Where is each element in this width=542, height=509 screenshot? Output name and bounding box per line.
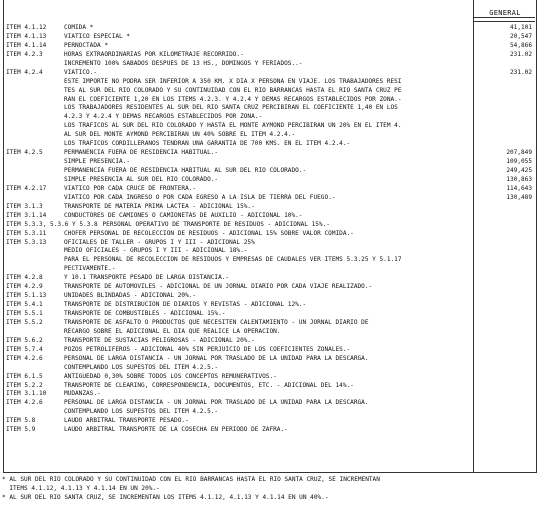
table-row [6, 364, 536, 373]
item-description: CONTEMPLANDO LOS SUPESTOS DEL ITEM 4.2.5.- [64, 363, 219, 371]
item-code: ITEM 6.1.5 [6, 372, 43, 380]
item-description: CHOFER PERSONAL DE RECOLECCION DE RESIDUOS - ADICIONAL 15% SOBRE VALOR COMIDA.- [64, 229, 354, 237]
item-code: ITEM 4.2.6 [6, 354, 43, 362]
item-code: ITEM 5.4.1 [6, 301, 43, 309]
table-row [6, 113, 536, 122]
item-code: ITEM 4.1.12 [6, 24, 47, 31]
item-code: ITEM 5.3.13 [6, 238, 47, 246]
item-description: TRANSPORTE DE ASFALTO O PRODUCTOS QUE NECESITEN CALENTAMIENTO - UN JORNAL DIARIO DE [64, 318, 369, 326]
item-description: PERSONAL DE LARGA DISTANCIA - UN JORNAL POR TRASLADO DE LA UNIDAD PARA LA DESCARGA. [64, 399, 369, 407]
item-description: TRANSPORTE DE SUSTACIAS PELIGROSAS - ADICIONAL 20%.- [64, 336, 255, 344]
table-row [6, 104, 536, 113]
table-row [6, 24, 536, 33]
table-row [6, 292, 536, 301]
footnote-line: * AL SUR DEL RIO COLORADO Y SU CONTINUIDAD CON EL RIO BARRANCAS HASTA EL RIO SANTA CRUZ, SE INCREMENTAN [2, 476, 380, 483]
item-code: ITEM 5.2.2 [6, 381, 43, 389]
table-row [6, 176, 536, 185]
item-description: PERMANENCIA FUERA DE RESIDENCIA HABITUAL.- [64, 149, 219, 157]
item-description: LOS TRAFICOS CORDILLERANOS TENDRAN UNA GARANTIA DE 700 KMS. EN EL ITEM 4.2.4.- [64, 140, 351, 148]
item-code: ITEM 5.9 [6, 426, 36, 434]
item-description: COMIDA * [64, 24, 94, 31]
table-row [6, 301, 536, 310]
table-row [6, 346, 536, 355]
item-description: LAUDO ARBITRAL TRANSPORTE PESADO.- [64, 417, 189, 425]
item-description: TRANSPORTE DE MATERIA PRIMA LACTEA - ADICIONAL 15%.- [64, 202, 255, 210]
item-value: 130,489 [506, 193, 532, 201]
table-row [6, 158, 536, 167]
item-code: ITEM 4.2.3 [6, 50, 43, 58]
item-code: ITEM 5.3.11 [6, 229, 47, 237]
item-description: SIMPLE PRESENCIA.- [64, 158, 131, 166]
header-rule [473, 17, 535, 18]
table-row [6, 122, 536, 131]
table-row [6, 203, 536, 212]
item-code: ITEM 4.2.17 [6, 184, 47, 192]
table-row [6, 283, 536, 292]
item-description: AL SUR DEL MONTE AYMOND PERCIBIRAN UN 40% SOBRE EL ITEM 4.2.4.- [64, 131, 296, 139]
table-row [6, 239, 536, 248]
item-value: 20,547 [509, 32, 532, 40]
item-code: ITEM 5.7.4 [6, 345, 43, 353]
item-value: 249,425 [506, 167, 532, 174]
item-code: ITEM 4.2.6 [6, 399, 43, 407]
table-row [6, 78, 536, 87]
table-row [6, 382, 536, 391]
table-row [6, 256, 536, 265]
item-description: LOS TRAFICOS AL SUR DEL RIO COLORADO Y HASTA EL MONTE AYMOND PERCIBIRAN UN 20% EN EL ITEM 4. [64, 122, 402, 130]
item-description: ESTE IMPORTE NO PODRA SER INFERIOR A 350 KM. X DIA X PERSONA EN VIAJE. LOS TRABAJADORES RESI [64, 77, 402, 85]
item-code: ITEM 4.1.13 [6, 32, 47, 40]
table-row [6, 355, 536, 364]
table-row [6, 373, 536, 382]
column-header-general: GENERAL [489, 9, 521, 17]
table-row [6, 319, 536, 328]
item-description: PERSONAL DE LARGA DISTANCIA - UN JORNAL POR TRASLADO DE LA UNIDAD PARA LA DESCARGA. [64, 354, 369, 362]
item-code: ITEM 4.2.4 [6, 68, 43, 76]
table-row [6, 221, 536, 230]
item-description: MUDANZAS.- [64, 390, 101, 398]
table-row [6, 149, 536, 158]
item-description: TRANSPORTE DE COMBUSTIBLES - ADICIONAL 15%.- [64, 310, 226, 317]
item-description: VIATICO POR CADA INGRESO O POR CADA EGRESO A LA ISLA DE TIERRA DEL FUEGO.- [64, 193, 336, 201]
item-value: 41,101 [509, 24, 532, 31]
item-description: LAUDO ARBITRAL TRANSPORTE DE LA COSECHA EN PERIODO DE ZAFRA.- [64, 426, 288, 434]
table-row [6, 230, 536, 239]
item-description: TRANSPORTE DE CLEARING, CORRESPONDENCIA, DOCUMENTOS, ETC. - ADICIONAL DEL 14%.- [64, 381, 354, 389]
table-row [6, 167, 536, 176]
table-row [6, 42, 536, 51]
item-description: TRANSPORTE DE DISTRIBUCION DE DIARIOS Y REVISTAS - ADICIONAL 12%.- [64, 301, 307, 309]
item-description: PERMANENCIA FUERA DE RESIDENCIA HABITUAL AL SUR DEL RIO COLORADO.- [64, 167, 307, 174]
table-row [6, 131, 536, 140]
item-code: ITEM 5.1.13 [6, 292, 47, 300]
table-row [6, 60, 536, 69]
item-description: PECTIVAMENTE.- [64, 265, 116, 273]
item-description: POZOS PETROLIFEROS - ADICIONAL 40% SIN PERJUICIO DE LOS COEFICIENTES ZONALES.- [64, 345, 351, 353]
table-row [6, 247, 536, 256]
item-value: 231.02 [509, 50, 532, 58]
item-code: ITEM 4.2.9 [6, 283, 43, 291]
item-code: ITEM 5.8 [6, 417, 36, 425]
item-description: Y 10.1 TRANSPORTE PESADO DE LARGA DISTANCIA.- [64, 274, 230, 282]
table-row [6, 87, 536, 96]
item-description: SIMPLE PRESENCIA AL SUR DEL RIO COLORADO.- [64, 175, 219, 183]
table-row [6, 417, 536, 426]
item-value: 109,055 [506, 158, 532, 166]
item-description: UNIDADES BLINDADAS - ADICIONAL 20%.- [64, 292, 197, 300]
item-value: 114,643 [506, 184, 532, 192]
header-rule-double [473, 21, 535, 22]
item-description: VIATICO.- [64, 68, 98, 76]
item-code: ITEM 3.1.10 [6, 390, 47, 398]
footnote-line: * AL SUR DEL RIO SANTA CRUZ, SE INCREMENTAN LOS ITEMS 4.1.12, 4.1.13 Y 4.1.14 EN UN 40%.- [2, 494, 329, 501]
item-code: ITEM 3.1.3 [6, 202, 43, 210]
item-description: LOS TRABAJADORES RESIDENTES AL SUR DEL RIO SANTA CRUZ PERCIBIRAN EL COEFICIENTE 1,40 EN LOS [64, 104, 398, 112]
item-description: TRANSPORTE DE AUTOMOVILES - ADICIONAL DE UN JORNAL DIARIO POR CADA VIAJE REALIZADO.- [64, 283, 373, 291]
table-row [6, 337, 536, 346]
item-description: PERSONAL OPERATIVO DE TRANSPORTE DE RESIDUOS - ADICIONAL 15%.- [102, 220, 330, 228]
item-description: OFICIALES DE TALLER - GRUPOS I Y III - ADICIONAL 25% [64, 238, 255, 246]
footnotes [2, 475, 538, 502]
item-value: 207,849 [506, 149, 532, 157]
item-description: VIATICO POR CADA CRUCE DE FRONTERA.- [64, 184, 197, 192]
item-description: PARA EL PERSONAL DE RECOLECCION DE RESIDUOS Y EMPRESAS DE CAUDALES VER ITEMS 5.3.25 Y 5.1.17 [64, 256, 402, 264]
item-description: 4.2.3 Y 4.2.4 Y DEMAS RECARGOS ESTABLECIDOS POR ZONA.- [64, 113, 263, 121]
item-description: HORAS EXTRAORDINARIAS POR KILOMETRAJE RECORRIDO.- [64, 50, 244, 58]
item-code: ITEM 4.2.8 [6, 274, 43, 282]
item-value: 54,866 [509, 41, 532, 49]
table-row [6, 69, 536, 78]
table-row [6, 96, 536, 105]
table-row [6, 408, 536, 417]
table-row [6, 265, 536, 274]
item-value: 231.02 [509, 68, 532, 76]
item-description: TES AL SUR DEL RIO COLORADO Y SU CONTINUIDAD CON EL RIO BARRANCAS HASTA EL RIO SANTA CRUZ PE [64, 86, 402, 94]
table-row [6, 310, 536, 319]
item-description: INCREMENTO 100% SABADOS DESPUES DE 13 HS., DOMINGOS Y FERIADOS..- [64, 59, 303, 67]
item-code: ITEM 5.6.2 [6, 336, 43, 344]
item-description: PERNOCTADA * [64, 41, 109, 49]
table-row [6, 399, 536, 408]
item-code: ITEM 3.1.14 [6, 211, 47, 219]
table-row [6, 274, 536, 283]
table-row [6, 51, 536, 60]
item-description: CONDUCTORES DE CAMIONES O CAMIONETAS DE AUXILIO - ADICIONAL 10%.- [64, 211, 303, 219]
item-description: VIATICO ESPECIAL * [64, 32, 131, 40]
table-row [6, 426, 536, 435]
item-code: ITEM 4.2.5 [6, 149, 43, 157]
table-row [6, 390, 536, 399]
table-row [6, 212, 536, 221]
item-code: ITEM 5.5.2 [6, 318, 43, 326]
table-row [6, 140, 536, 149]
item-description: MEDIO OFICIALES - GRUPOS I Y III - ADICIONAL 18%.- [64, 247, 248, 255]
item-description: ANTIGUEDAD 0,30% SOBRE TODOS LOS CONCEPTOS REMUNERATIVOS.- [64, 372, 277, 380]
table-row [6, 194, 536, 203]
item-description: RECARGO SOBRE EL ADICIONAL EL DIA QUE REALICE LA OPERACION. [64, 327, 281, 335]
item-description: CONTEMPLANDO LOS SUPESTOS DEL ITEM 4.2.5.- [64, 408, 219, 416]
item-description: RAN EL COEFICIENTE 1,20 EN LOS ITEMS 4.2.3. Y 4.2.4 Y DEMAS RECARGOS ESTABLECIDOS POR ZONA.- [64, 95, 402, 103]
table-row [6, 33, 536, 42]
footnote-line: ITEMS 4.1.12, 4.1.13 Y 4.1.14 EN UN 20%.- [2, 485, 160, 492]
item-code: ITEM 4.1.14 [6, 41, 47, 49]
item-value: 130,863 [506, 175, 532, 183]
table-row [6, 185, 536, 194]
item-code: ITEM 5.5.1 [6, 310, 43, 317]
item-code: ITEM 5.3.3, 5.3.6 Y 5.3.8 [6, 220, 98, 228]
item-table [6, 24, 536, 435]
table-row [6, 328, 536, 337]
